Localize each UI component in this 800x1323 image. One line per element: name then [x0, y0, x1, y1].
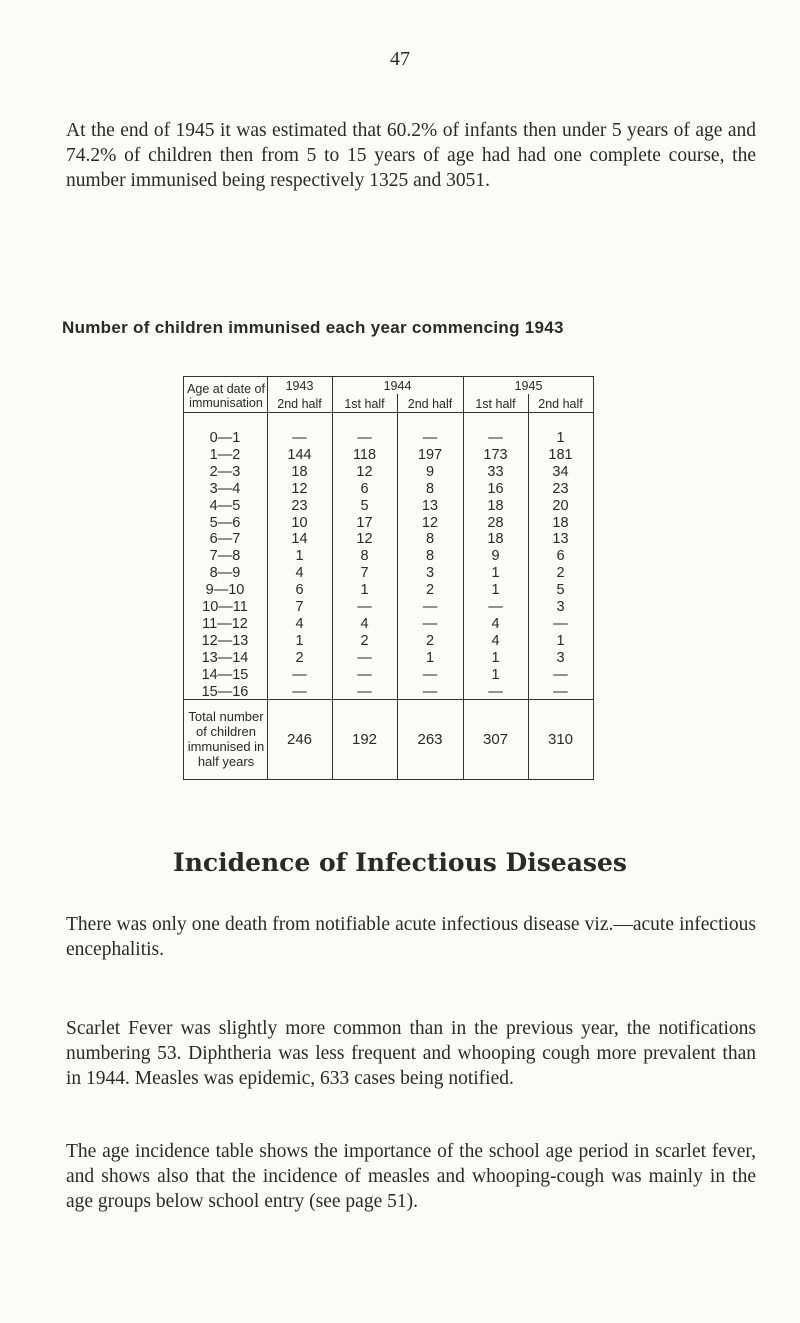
age-group-label: 7—8 — [209, 548, 241, 565]
table-header-rule — [183, 412, 594, 413]
table-cell: 18 — [487, 497, 504, 514]
age-group-label: 13—14 — [201, 649, 249, 666]
table-cell: 1 — [491, 565, 500, 582]
paragraph-death: There was only one death from notifiable acute infectious disease viz.—acute infectious encephalitis. — [66, 914, 756, 960]
table-cell: — — [553, 683, 568, 700]
paragraph-scarlet-fever: Scarlet Fever was slightly more common than in the previous year, the notifications numbering 53. Diphtheria was less frequent and whooping cough more prevalent than in 1944. Measles was epidemic, 633 cases being notified. — [66, 1018, 756, 1089]
age-group-label: 2—3 — [209, 463, 241, 480]
table-cell: — — [357, 649, 372, 666]
year-1944-header: 1944 — [383, 379, 412, 393]
table-cell: 6 — [360, 480, 369, 497]
table-cell: 4 — [295, 615, 304, 632]
table-cell: 4 — [491, 615, 500, 632]
half-header-1944-2nd: 2nd half — [407, 397, 453, 411]
table-top-rule — [183, 376, 594, 377]
table-cell: 144 — [287, 446, 312, 463]
table-cell: 14 — [291, 531, 308, 548]
table-cell: 12 — [356, 531, 373, 548]
table-cell: — — [292, 666, 307, 683]
total-1944-1st: 192 — [351, 731, 378, 748]
table-cell: — — [357, 666, 372, 683]
table-cell: 34 — [552, 463, 569, 480]
intro-paragraph: At the end of 1945 it was estimated that 60.2% of infants then under 5 years of age and 74.2% of children then from 5 to 15 years of age had had one complete course, the number immunised being respectively 1325 and 3051. — [66, 120, 756, 191]
table-cell: 4 — [491, 632, 500, 649]
immunisation-table — [183, 376, 594, 780]
table-cell: 1 — [491, 666, 500, 683]
age-column-header: Age at date of immunisation — [187, 382, 265, 410]
table-cell: 6 — [295, 582, 304, 599]
table-cell: 3 — [556, 599, 565, 615]
total-1944-2nd: 263 — [417, 731, 443, 748]
table-cell: — — [357, 683, 372, 700]
table-cell: 4 — [295, 565, 304, 582]
table-cell: 18 — [552, 514, 569, 531]
half-header-1945-2nd: 2nd half — [538, 397, 583, 411]
table-right-rule — [593, 376, 594, 780]
table-cell: 33 — [487, 463, 504, 480]
table-cell: 1 — [491, 649, 500, 666]
table-cell: 2 — [295, 649, 304, 666]
table-cell: 173 — [483, 446, 508, 463]
age-group-label: 15—16 — [201, 683, 249, 700]
total-1945-2nd: 310 — [547, 731, 574, 748]
table-cell: 1 — [556, 632, 565, 649]
year-1945-header: 1945 — [514, 379, 543, 393]
total-1943-2nd: 246 — [286, 731, 313, 748]
age-group-label: 3—4 — [209, 480, 241, 497]
table-cell: 2 — [425, 582, 435, 599]
table-cell: 118 — [352, 446, 377, 463]
table-cell: — — [553, 666, 568, 683]
age-group-label: 4—5 — [209, 497, 241, 514]
table-cell: — — [488, 683, 503, 700]
paragraph-age-incidence: The age incidence table shows the importance of the school age period in scarlet fever, and shows also that the incidence of measles and whooping-cough was mainly in the age groups below school entry (see page 51). — [66, 1141, 756, 1212]
table-cell: 18 — [487, 531, 504, 548]
half-header-1945-1st: 1st half — [475, 397, 516, 411]
table-cell: 16 — [487, 480, 504, 497]
table-cell: — — [422, 599, 438, 615]
table-cell: 181 — [548, 446, 573, 463]
table-cell: 2 — [556, 565, 565, 582]
table-cell: 1 — [360, 582, 369, 599]
table-cell: 3 — [556, 649, 565, 666]
table-cell: 197 — [417, 446, 443, 463]
table-cell: 17 — [356, 514, 373, 531]
table-cell: 2 — [360, 632, 369, 649]
table-cell: — — [422, 666, 438, 683]
table-cell: 1 — [491, 582, 500, 599]
table-cell: 13 — [552, 531, 569, 548]
table-cell: 7 — [295, 599, 304, 615]
half-header-1943-2nd: 2nd half — [277, 397, 322, 411]
age-group-label: 11—12 — [202, 615, 248, 632]
age-group-label: 9—10 — [205, 582, 245, 599]
table-cell: 8 — [425, 480, 435, 497]
table-cell: 8 — [425, 531, 435, 548]
table-cell: 8 — [425, 548, 435, 565]
table-cell: 23 — [552, 480, 569, 497]
table-cell: 5 — [360, 497, 369, 514]
table-cell: — — [292, 430, 307, 446]
total-row-label: Total number of children immunised in half years — [187, 709, 265, 769]
table-cell: 13 — [421, 497, 439, 514]
page-number: 47 — [390, 48, 410, 70]
year-1943-header: 1943 — [285, 379, 314, 393]
half-header-1944-1st: 1st half — [344, 397, 385, 411]
table-cell: — — [422, 615, 438, 632]
incidence-heading: Incidence of Infectious Diseases — [173, 848, 627, 877]
table-cell: 12 — [421, 514, 439, 531]
table-cell: 9 — [491, 548, 500, 565]
age-group-label: 8—9 — [209, 565, 241, 582]
table-cell: 7 — [360, 565, 369, 582]
age-group-label: 1—2 — [209, 446, 241, 463]
age-group-label: 10—11 — [202, 599, 248, 615]
table-cell: 12 — [291, 480, 308, 497]
table-bottom-rule — [183, 779, 594, 780]
table-cell: — — [553, 615, 568, 632]
age-group-label: 5—6 — [209, 514, 241, 531]
immunisation-table-heading: Number of children immunised each year commencing 1943 — [62, 318, 564, 337]
table-cell: 18 — [291, 463, 308, 480]
table-cell: 2 — [425, 632, 435, 649]
table-cell: 1 — [295, 632, 304, 649]
table-cell: 1 — [295, 548, 304, 565]
table-cell: 8 — [360, 548, 369, 565]
table-cell: 1 — [425, 649, 435, 666]
table-cell: 5 — [556, 582, 565, 599]
table-cell: — — [488, 599, 503, 615]
total-1945-1st: 307 — [482, 731, 509, 748]
table-cell: 12 — [356, 463, 373, 480]
table-cell: — — [357, 430, 372, 446]
table-cell: 1 — [556, 430, 565, 446]
table-cell: 3 — [425, 565, 435, 582]
table-cell: 28 — [487, 514, 504, 531]
age-group-label: 0—1 — [209, 430, 241, 446]
age-group-label: 12—13 — [201, 632, 249, 649]
age-group-label: 6—7 — [209, 531, 241, 548]
table-cell: 23 — [291, 497, 308, 514]
table-cell: 4 — [360, 615, 369, 632]
table-cell: — — [488, 430, 503, 446]
age-group-label: 14—15 — [201, 666, 249, 683]
table-cell: — — [422, 683, 438, 700]
table-cell: 20 — [552, 497, 569, 514]
table-cell: 6 — [556, 548, 565, 565]
table-cell: — — [357, 599, 372, 615]
table-cell: — — [422, 430, 438, 446]
table-cell: 10 — [291, 514, 308, 531]
table-cell: — — [292, 683, 307, 700]
table-cell: 9 — [425, 463, 435, 480]
